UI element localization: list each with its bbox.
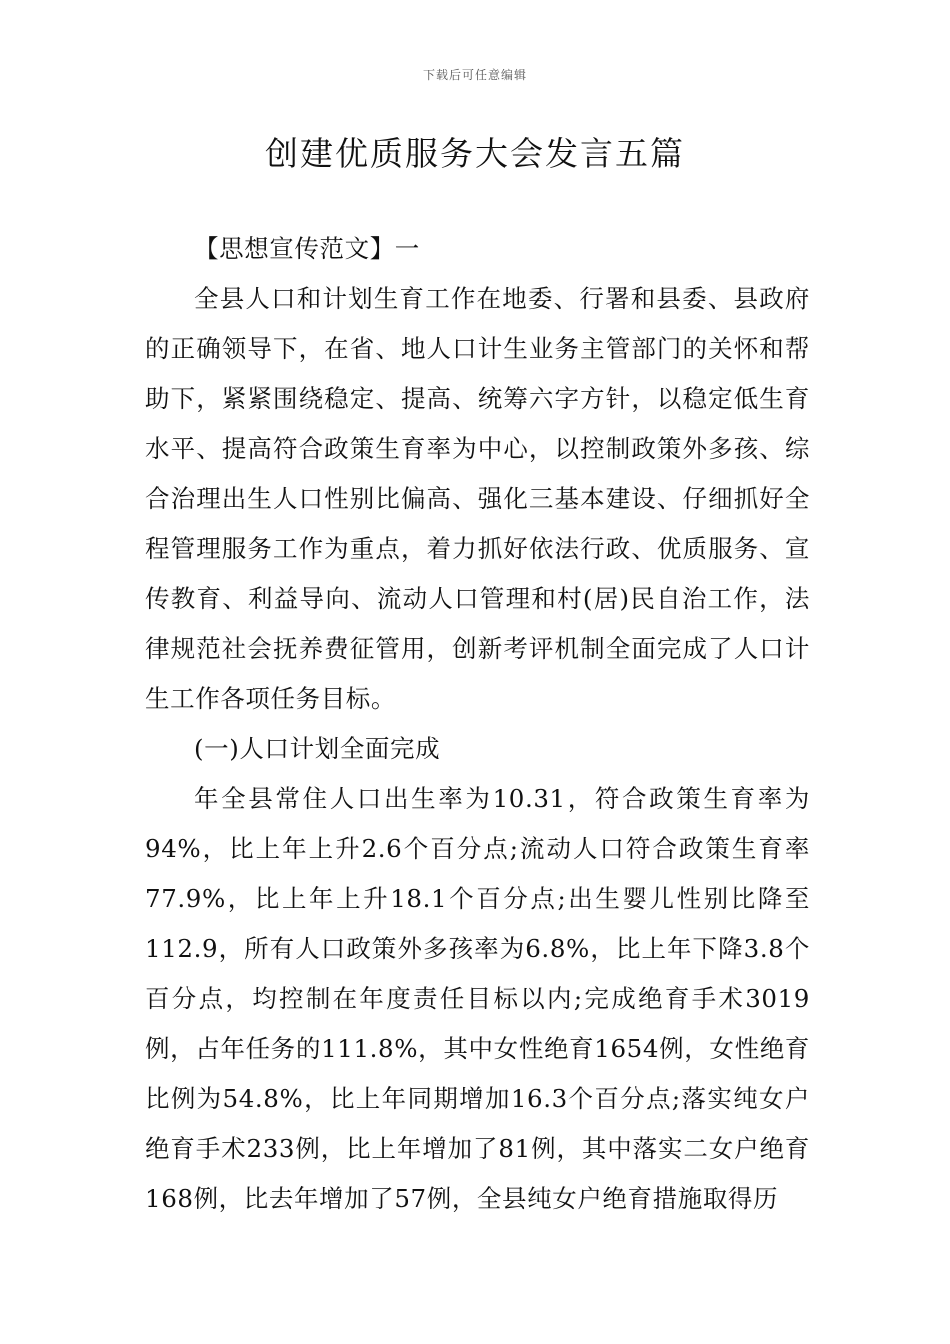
document-title: 创建优质服务大会发言五篇 — [265, 134, 685, 173]
subsection-heading: (一)人口计划全面完成 — [194, 734, 441, 763]
document-body — [145, 224, 810, 1224]
paragraph: 全县人口和计划生育工作在地委、行署和县委、县政府的正确领导下，在省、地人口计生业务主管部门的关怀和帮助下，紧紧围绕稳定、提高、统筹六字方针，以稳定低生育水平、提高符合政策生育率为中心，以控制政策外多孩、综合治理出生人口性别比偏高、强化三基本建设、仔细抓好全程管理服务工作为重点，着力抓好依法行政、优质服务、宣传教育、利益导向、流动人口管理和村(居)民自治工作，法律规范社会抚养费征管用，创新考评机制全面完成了人口计生工作各项任务目标。 — [145, 284, 810, 713]
page-header-note: 下载后可任意编辑 — [422, 68, 527, 82]
section-heading: 【思想宣传范文】一 — [194, 234, 420, 263]
paragraph: 年全县常住人口出生率为10.31，符合政策生育率为94%，比上年上升2.6个百分点;流动人口符合政策生育率77.9%，比上年上升18.1个百分点;出生婴儿性别比降至112.9，所有人口政策外多孩率为6.8%，比上年下降3.8个百分点，均控制在年度责任目标以内;完成绝育手术3019例，占年任务的111.8%，其中女性绝育1654例，女性绝育比例为54.8%，比上年同期增加16.3个百分点;落实纯女户绝育手术233例，比上年增加了81例，其中落实二女户绝育168例，比去年增加了57例，全县纯女户绝育措施取得历 — [145, 784, 810, 1213]
